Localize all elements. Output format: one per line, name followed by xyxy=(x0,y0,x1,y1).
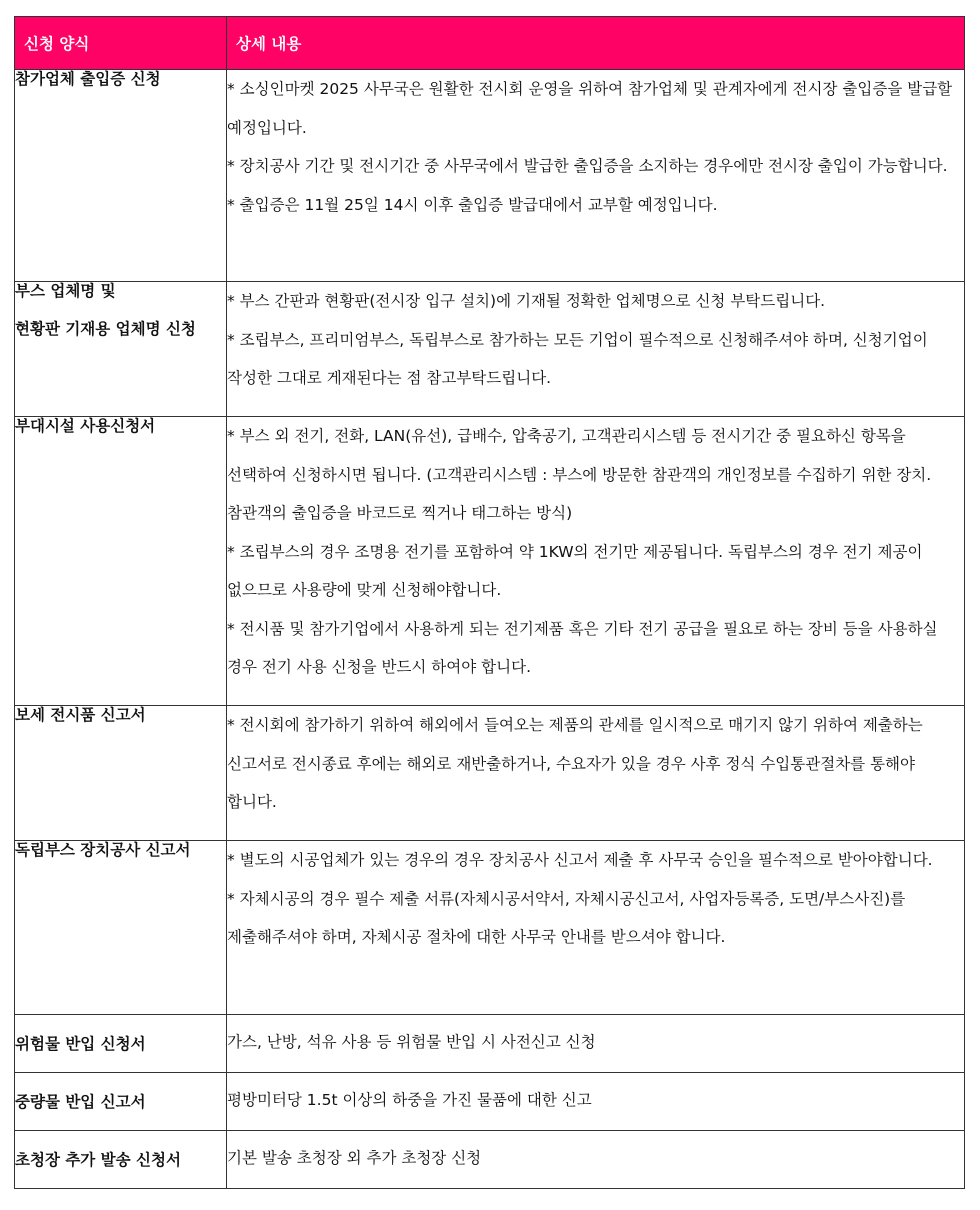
header-detail: 상세 내용 xyxy=(227,17,965,70)
form-name-cell xyxy=(15,282,227,417)
table-row xyxy=(15,706,965,841)
detail-cell xyxy=(227,1073,965,1131)
form-name-cell xyxy=(15,1073,227,1131)
form-name: 독립부스 장치공사 신고서 xyxy=(15,841,191,859)
form-name-cell xyxy=(15,706,227,841)
form-name: 보세 전시품 신고서 xyxy=(15,706,146,724)
detail-paragraph: * 부스 외 전기, 전화, LAN(유선), 급배수, 압축공기, 고객관리시스템 등 전시기간 중 필요하신 항목을 선택하여 신청하시면 됩니다. (고객관리시스템 : 부스에 방문한 참관객의 개인정보를 수집하기 위한 장치. 참관객의 출입증을 바코드로 찍거나 태그하는 방식) xyxy=(227,427,932,522)
detail-paragraph: * 조립부스의 경우 조명용 전기를 포함하여 약 1KW의 전기만 제공됩니다. 독립부스의 경우 전기 제공이 없으므로 사용량에 맞게 신청해야합니다. xyxy=(227,542,923,599)
detail-paragraph: * 전시품 및 참가기업에서 사용하게 되는 전기제품 혹은 기타 전기 공급을 필요로 하는 장비 등을 사용하실 경우 전기 사용 신청을 반드시 하여야 합니다. xyxy=(227,619,938,676)
form-name: 위험물 반입 신청서 xyxy=(15,1035,146,1053)
detail-paragraph: * 출입증은 11월 25일 14시 이후 출입증 발급대에서 교부할 예정입니다. xyxy=(227,195,718,214)
table-row xyxy=(15,70,965,282)
form-name: 참가업체 출입증 신청 xyxy=(15,70,161,88)
detail-paragraph: 평방미터당 1.5t 이상의 하중을 가진 물품에 대한 신고 xyxy=(227,1091,592,1109)
detail-paragraph: 기본 발송 초청장 외 추가 초청장 신청 xyxy=(227,1149,482,1167)
form-name: 부대시설 사용신청서 xyxy=(15,417,156,435)
form-name: 중량물 반입 신고서 xyxy=(15,1093,146,1111)
detail-paragraph: * 조립부스, 프리미엄부스, 독립부스로 참가하는 모든 기업이 필수적으로 신청해주셔야 하며, 신청기업이 작성한 그대로 게재된다는 점 참고부탁드립니다. xyxy=(227,330,928,387)
detail-paragraph: 가스, 난방, 석유 사용 등 위험물 반입 시 사전신고 신청 xyxy=(227,1033,596,1051)
form-name: 현황판 기재용 업체명 신청 xyxy=(15,320,196,338)
detail-cell xyxy=(227,417,965,706)
detail-cell xyxy=(227,841,965,1015)
detail-paragraph: * 별도의 시공업체가 있는 경우의 경우 장치공사 신고서 제출 후 사무국 승인을 필수적으로 받아야합니다. xyxy=(227,851,933,869)
detail-paragraph: * 자체시공의 경우 필수 제출 서류(자체시공서약서, 자체시공신고서, 사업자등록증, 도면/부스사진)를 제출해주셔야 하며, 자체시공 절차에 대한 사무국 안내를 받으셔야 합니다. xyxy=(227,889,906,946)
form-name: 부스 업체명 및 xyxy=(15,282,116,300)
header-form-type: 신청 양식 xyxy=(15,17,227,70)
table-row xyxy=(15,1131,965,1189)
table-row xyxy=(15,1073,965,1131)
table-row xyxy=(15,417,965,706)
detail-cell xyxy=(227,1131,965,1189)
form-name-cell xyxy=(15,841,227,1015)
form-name-cell xyxy=(15,1015,227,1073)
form-name: 초청장 추가 발송 신청서 xyxy=(15,1151,181,1169)
form-name-cell xyxy=(15,417,227,706)
table-row xyxy=(15,1015,965,1073)
detail-paragraph: * 부스 간판과 현황판(전시장 입구 설치)에 기재될 정확한 업체명으로 신청 부탁드립니다. xyxy=(227,292,826,310)
detail-cell xyxy=(227,1015,965,1073)
detail-paragraph: * 전시회에 참가하기 위하여 해외에서 들여오는 제품의 관세를 일시적으로 매기지 않기 위하여 제출하는 신고서로 전시종료 후에는 해외로 재반출하거나, 수요자가 있을 경우 사후 정식 수입통관절차를 통해야 합니다. xyxy=(227,716,923,811)
table-row xyxy=(15,282,965,417)
detail-cell xyxy=(227,70,965,282)
form-name-cell xyxy=(15,1131,227,1189)
detail-paragraph: * 소싱인마켓 2025 사무국은 원활한 전시회 운영을 위하여 참가업체 및 관계자에게 전시장 출입증을 발급할 예정입니다. xyxy=(227,80,953,137)
table-row xyxy=(15,841,965,1015)
detail-paragraph: * 장치공사 기간 및 전시기간 중 사무국에서 발급한 출입증을 소지하는 경우에만 전시장 출입이 가능합니다. xyxy=(227,157,948,175)
application-forms-table xyxy=(14,16,965,1189)
form-name-cell xyxy=(15,70,227,282)
detail-cell xyxy=(227,282,965,417)
detail-cell xyxy=(227,706,965,841)
